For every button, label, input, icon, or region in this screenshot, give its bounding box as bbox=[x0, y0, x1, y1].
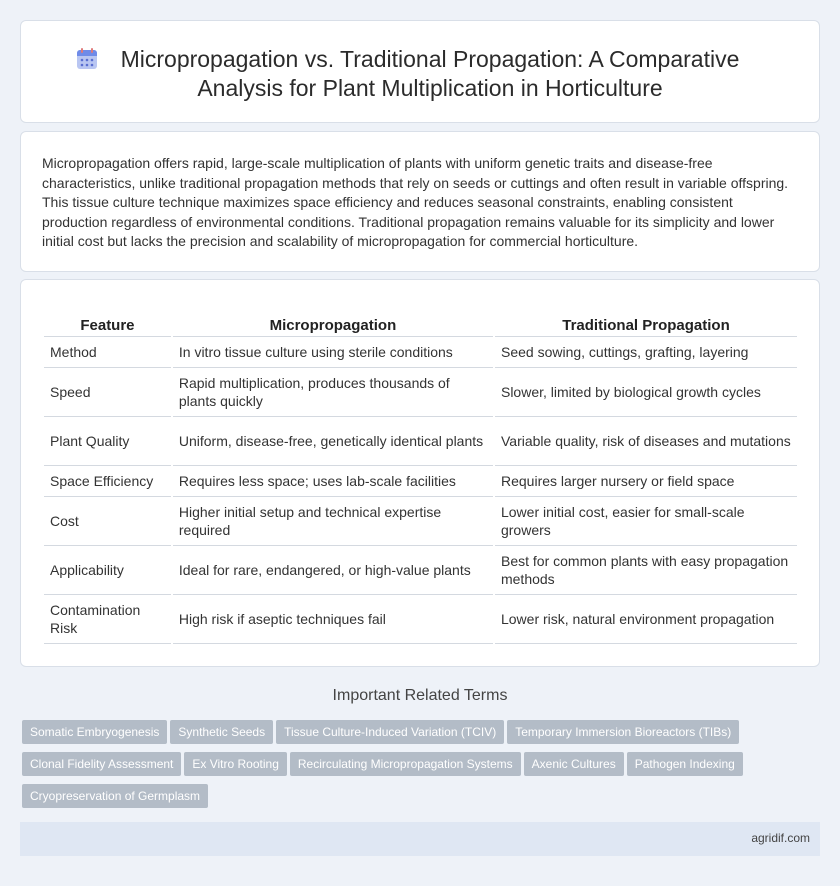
traditional-cell: Lower risk, natural environment propagation bbox=[495, 595, 797, 644]
related-term-tag[interactable]: Temporary Immersion Bioreactors (TIBs) bbox=[507, 720, 739, 744]
footer-site-link[interactable]: agridif.com bbox=[751, 831, 810, 845]
micropropagation-cell: Uniform, disease-free, genetically identical plants bbox=[173, 417, 493, 466]
feature-cell: Method bbox=[44, 337, 171, 368]
related-term-tag[interactable]: Clonal Fidelity Assessment bbox=[22, 752, 181, 776]
traditional-cell: Best for common plants with easy propagation methods bbox=[495, 546, 797, 595]
micropropagation-cell: In vitro tissue culture using sterile conditions bbox=[173, 337, 493, 368]
related-term-tag[interactable]: Tissue Culture-Induced Variation (TCIV) bbox=[276, 720, 504, 744]
column-header-traditional: Traditional Propagation bbox=[495, 314, 797, 337]
micropropagation-cell: Requires less space; uses lab-scale facilities bbox=[173, 466, 493, 497]
table-row bbox=[44, 337, 797, 368]
traditional-cell: Seed sowing, cuttings, grafting, layering bbox=[495, 337, 797, 368]
footer bbox=[20, 822, 820, 856]
traditional-cell: Slower, limited by biological growth cycles bbox=[495, 368, 797, 417]
comparison-table-card bbox=[20, 279, 820, 667]
feature-cell: Speed bbox=[44, 368, 171, 417]
related-term-tag[interactable]: Recirculating Micropropagation Systems bbox=[290, 752, 521, 776]
intro-paragraph: Micropropagation offers rapid, large-scale multiplication of plants with uniform genetic traits and disease-free characteristics, unlike traditional propagation methods that rely on seeds or cuttings and often result in variable offspring. This tissue culture technique maximizes space efficiency and reduces seasonal constraints, enabling consistent production regardless of environmental conditions. Traditional propagation remains valuable for its simplicity and lower initial cost but lacks the precision and scalability of micropropagation for commercial horticulture. bbox=[42, 155, 789, 249]
table-row bbox=[44, 466, 797, 497]
micropropagation-cell: High risk if aseptic techniques fail bbox=[173, 595, 493, 644]
column-header-micropropagation: Micropropagation bbox=[173, 314, 493, 337]
intro-card bbox=[20, 131, 820, 272]
micropropagation-cell: Rapid multiplication, produces thousands of plants quickly bbox=[173, 368, 493, 417]
title-card bbox=[20, 20, 820, 123]
table-row bbox=[44, 417, 797, 466]
feature-cell: Cost bbox=[44, 497, 171, 546]
table-header-row bbox=[44, 314, 797, 337]
related-terms-heading: Important Related Terms bbox=[332, 687, 508, 704]
page-title: Micropropagation vs. Traditional Propagation: A Comparative Analysis for Plant Multiplication in Horticulture bbox=[120, 46, 740, 101]
table-row bbox=[44, 595, 797, 644]
feature-cell: Space Efficiency bbox=[44, 466, 171, 497]
feature-cell: Plant Quality bbox=[44, 417, 171, 466]
related-term-tag[interactable]: Synthetic Seeds bbox=[170, 720, 273, 744]
feature-cell: Contamination Risk bbox=[44, 595, 171, 644]
comparison-table bbox=[42, 314, 799, 644]
related-term-tag[interactable]: Ex Vitro Rooting bbox=[184, 752, 287, 776]
related-term-tag[interactable]: Axenic Cultures bbox=[524, 752, 624, 776]
feature-cell: Applicability bbox=[44, 546, 171, 595]
related-term-tag[interactable]: Somatic Embryogenesis bbox=[22, 720, 167, 744]
traditional-cell: Variable quality, risk of diseases and mutations bbox=[495, 417, 797, 466]
micropropagation-cell: Higher initial setup and technical expertise required bbox=[173, 497, 493, 546]
traditional-cell: Lower initial cost, easier for small-scale growers bbox=[495, 497, 797, 546]
related-term-tag[interactable]: Cryopreservation of Germplasm bbox=[22, 784, 208, 808]
column-header-feature: Feature bbox=[44, 314, 171, 337]
micropropagation-cell: Ideal for rare, endangered, or high-value plants bbox=[173, 546, 493, 595]
traditional-cell: Requires larger nursery or field space bbox=[495, 466, 797, 497]
table-row bbox=[44, 497, 797, 546]
related-terms-list bbox=[22, 720, 782, 816]
table-row bbox=[44, 368, 797, 417]
table-row bbox=[44, 546, 797, 595]
related-term-tag[interactable]: Pathogen Indexing bbox=[627, 752, 743, 776]
